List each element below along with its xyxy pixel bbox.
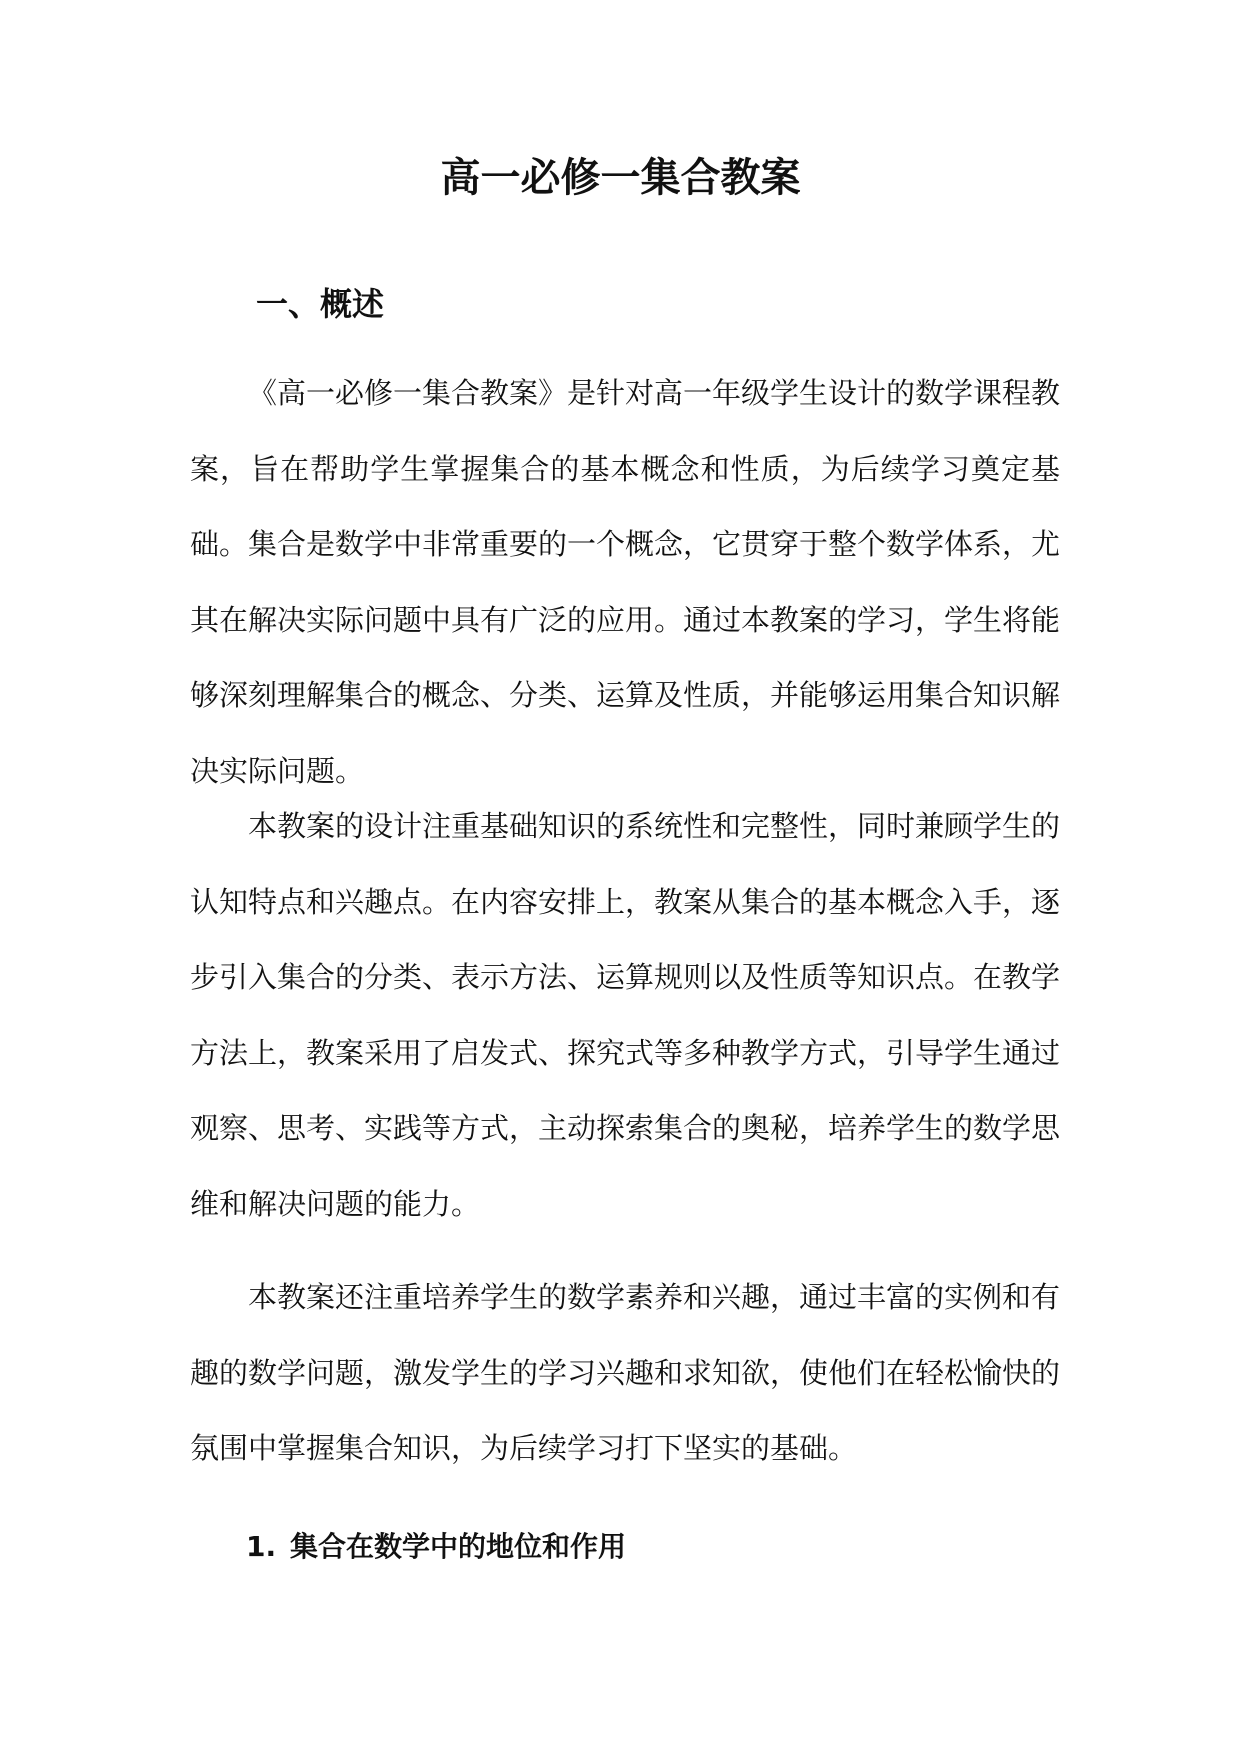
paragraph-design: 本教案的设计注重基础知识的系统性和完整性，同时兼顾学生的认知特点和兴趣点。在内容安排上，教案从集合的基本概念入手，逐步引入集合的分类、表示方法、运算规则以及性质等知识点。在教学方法上，教案采用了启发式、探究式等多种教学方式，引导学生通过观察、思考、实践等方式，主动探索集合的奥秘，培养学生的数学思维和解决问题的能力。: [190, 809, 1061, 1221]
subsection-number: 1.: [246, 1530, 277, 1563]
document-title: 高一必修一集合教案: [440, 155, 801, 201]
subsection-title: 集合在数学中的地位和作用: [290, 1530, 627, 1563]
subsection-heading: [246, 1525, 626, 1569]
section-heading-overview: 一、概述: [256, 285, 385, 323]
paragraph-intro: 《高一必修一集合教案》是针对高一年级学生设计的数学课程教案，旨在帮助学生掌握集合的基本概念和性质，为后续学习奠定基础。集合是数学中非常重要的一个概念，它贯穿于整个数学体系，尤其在解决实际问题中具有广泛的应用。通过本教案的学习，学生将能够深刻理解集合的概念、分类、运算及性质，并能够运用集合知识解决实际问题。: [190, 376, 1061, 788]
paragraph-literacy: 本教案还注重培养学生的数学素养和兴趣，通过丰富的实例和有趣的数学问题，激发学生的学习兴趣和求知欲，使他们在轻松愉快的氛围中掌握集合知识，为后续学习打下坚实的基础。: [190, 1280, 1061, 1465]
